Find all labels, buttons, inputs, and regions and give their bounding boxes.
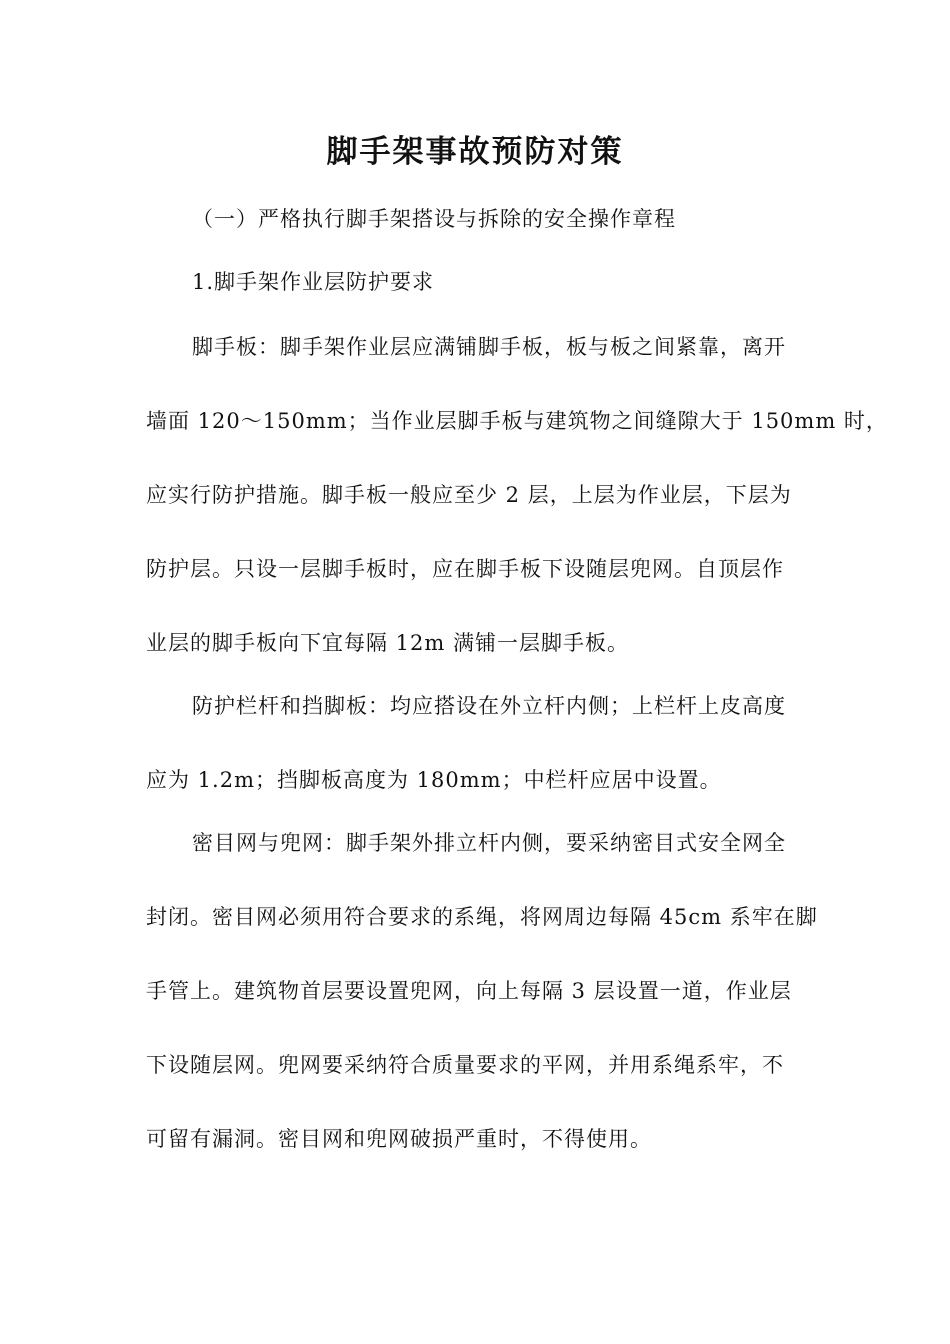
paragraph-line: 业层的脚手板向下宜每隔 12m 满铺一层脚手板。: [146, 631, 629, 655]
paragraph-line: 脚手板：脚手架作业层应满铺脚手板，板与板之间紧靠，离开: [192, 335, 786, 359]
paragraph-line: 防护层。只设一层脚手板时，应在脚手板下设随层兜网。自顶层作: [146, 557, 784, 581]
page-title: 脚手架事故预防对策: [326, 134, 624, 170]
section-heading: （一）严格执行脚手架搭设与拆除的安全操作章程: [192, 207, 676, 231]
paragraph-line: 下设随层网。兜网要采纳符合质量要求的平网，并用系绳系牢，不: [146, 1053, 784, 1077]
paragraph-line: 应为 1.2m；挡脚板高度为 180mm；中栏杆应居中设置。: [146, 768, 722, 792]
paragraph-line: 手管上。建筑物首层要设置兜网，向上每隔 3 层设置一道，作业层: [146, 979, 792, 1003]
paragraph-line: 墙面 120～150mm；当作业层脚手板与建筑物之间缝隙大于 150mm 时，: [146, 409, 888, 433]
subsection-heading: 1.脚手架作业层防护要求: [192, 270, 435, 294]
paragraph-line: 可留有漏洞。密目网和兜网破损严重时，不得使用。: [146, 1127, 652, 1151]
paragraph-line: 密目网与兜网：脚手架外排立杆内侧，要采纳密目式安全网全: [192, 831, 786, 855]
paragraph-line: 封闭。密目网必须用符合要求的系绳，将网周边每隔 45cm 系牢在脚: [146, 905, 818, 929]
paragraph-line: 防护栏杆和挡脚板：均应搭设在外立杆内侧；上栏杆上皮高度: [192, 694, 786, 718]
paragraph-line: 应实行防护措施。脚手板一般应至少 2 层，上层为作业层，下层为: [146, 483, 792, 507]
